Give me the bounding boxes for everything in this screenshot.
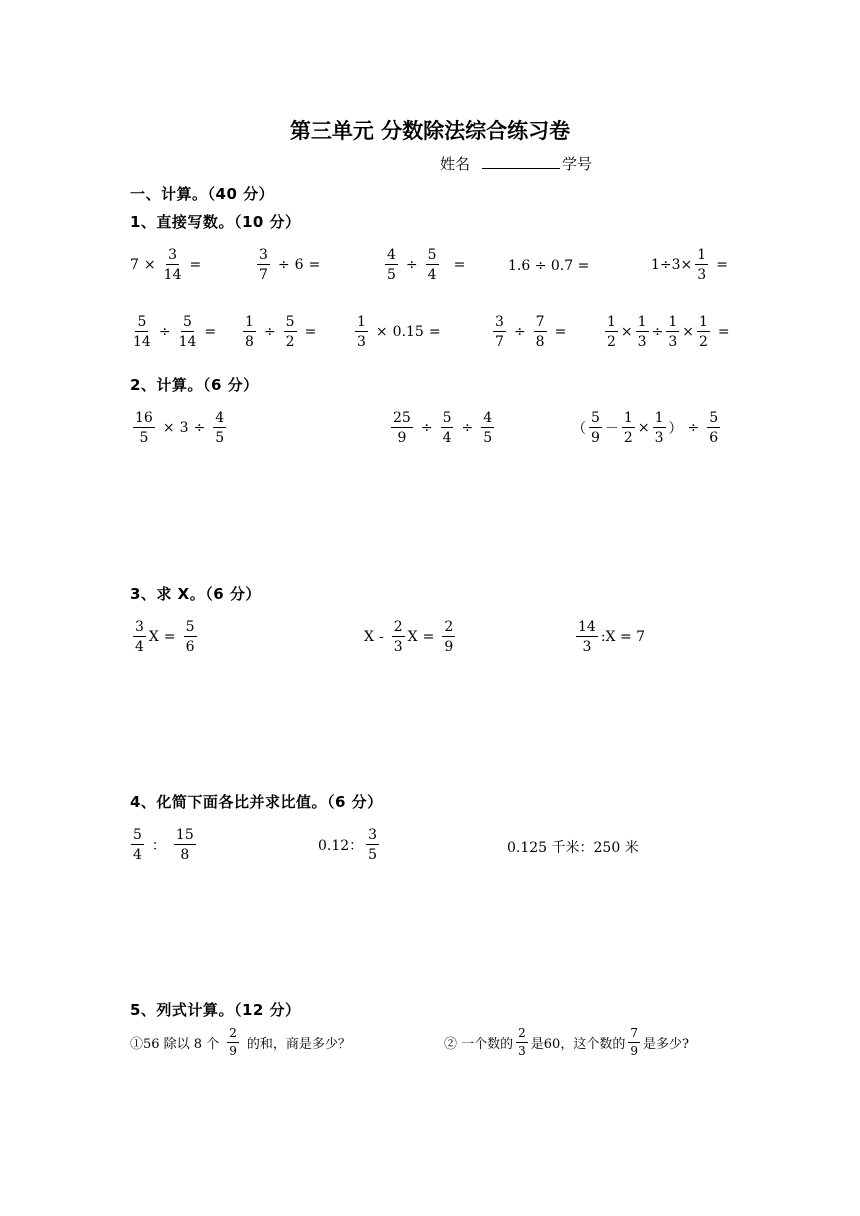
q3-e1: $\frac{3}{4}$ X = $\frac{5}{6}$ <box>135 619 195 656</box>
name-id-line <box>440 153 592 174</box>
q4-e1: $\frac{5}{4}$ ： $\frac{15}{8}$ <box>133 827 194 864</box>
q4-e2: 0.12： $\frac{3}{5}$ <box>318 827 378 864</box>
id-label: 学号 <box>562 155 593 173</box>
part1-heading: 1、直接写数。（10 分） <box>130 213 301 231</box>
part2-heading: 2、计算。（6 分） <box>130 376 259 394</box>
name-blank[interactable] <box>482 154 560 169</box>
q2-e2: $\frac{25}{9}$ ÷ $\frac{5}{4}$ ÷ $\frac{4}{5}$ <box>393 410 493 447</box>
q5-p1: ①56 除以 8 个 $\frac{2}{9}$ 的和，商是多少？ <box>130 1026 351 1058</box>
q1-r2c3: $\frac{1}{3}$ × 0.15 = <box>357 314 441 351</box>
q1-r1c4: 1.6 ÷ 0.7 = <box>508 258 590 274</box>
part3-heading: 3、求 X。（6 分） <box>130 585 261 603</box>
q1-r1c2: $\frac{3}{7}$ ÷ 6 = <box>259 247 321 284</box>
q1-r2c2: $\frac{1}{8}$ ÷ $\frac{5}{2}$ = <box>245 314 317 351</box>
page-title: 第三单元 分数除法综合练习卷 <box>289 119 571 143</box>
part5-heading: 5、列式计算。（12 分） <box>130 1001 301 1019</box>
q3-e3: $\frac{14}{3}$ :X = 7 <box>578 619 646 656</box>
name-label: 姓名 <box>440 155 471 173</box>
q1-r1c5: 1÷3× $\frac{1}{3}$ = <box>651 247 728 284</box>
q2-e1: $\frac{16}{5}$ × 3 ÷ $\frac{4}{5}$ <box>135 410 225 447</box>
section-heading: 一、计算。（40 分） <box>130 185 275 203</box>
q1-r2c4: $\frac{3}{7}$ ÷ $\frac{7}{8}$ = <box>495 314 567 351</box>
q5-p2: ② 一个数的 $\frac{2}{3}$ 是60，这个数的 $\frac{7}{9}$ 是多少? <box>444 1026 689 1058</box>
q3-e2: X - $\frac{2}{3}$ X = $\frac{2}{9}$ <box>364 619 454 656</box>
q1-r1c3: $\frac{4}{5}$ ÷ $\frac{5}{4}$ = <box>387 247 466 284</box>
q4-e3: 0.125 千米：250 米 <box>507 840 639 856</box>
q2-e3: （ $\frac{5}{9}$ － $\frac{1}{2}$ × $\frac{1}{3}$ ） ÷ $\frac{5}{6}$ <box>572 410 719 447</box>
q1-r1c1: 7 × $\frac{3}{14}$ = <box>130 247 202 284</box>
q1-r2c1: $\frac{5}{14}$ ÷ $\frac{5}{14}$ = <box>133 314 217 351</box>
q1-r2c5: $\frac{1}{2}$ × $\frac{1}{3}$ ÷ $\frac{1}{3}$ × $\frac{1}{2}$ = <box>607 314 730 351</box>
part4-heading: 4、化简下面各比并求比值。（6 分） <box>130 793 383 811</box>
